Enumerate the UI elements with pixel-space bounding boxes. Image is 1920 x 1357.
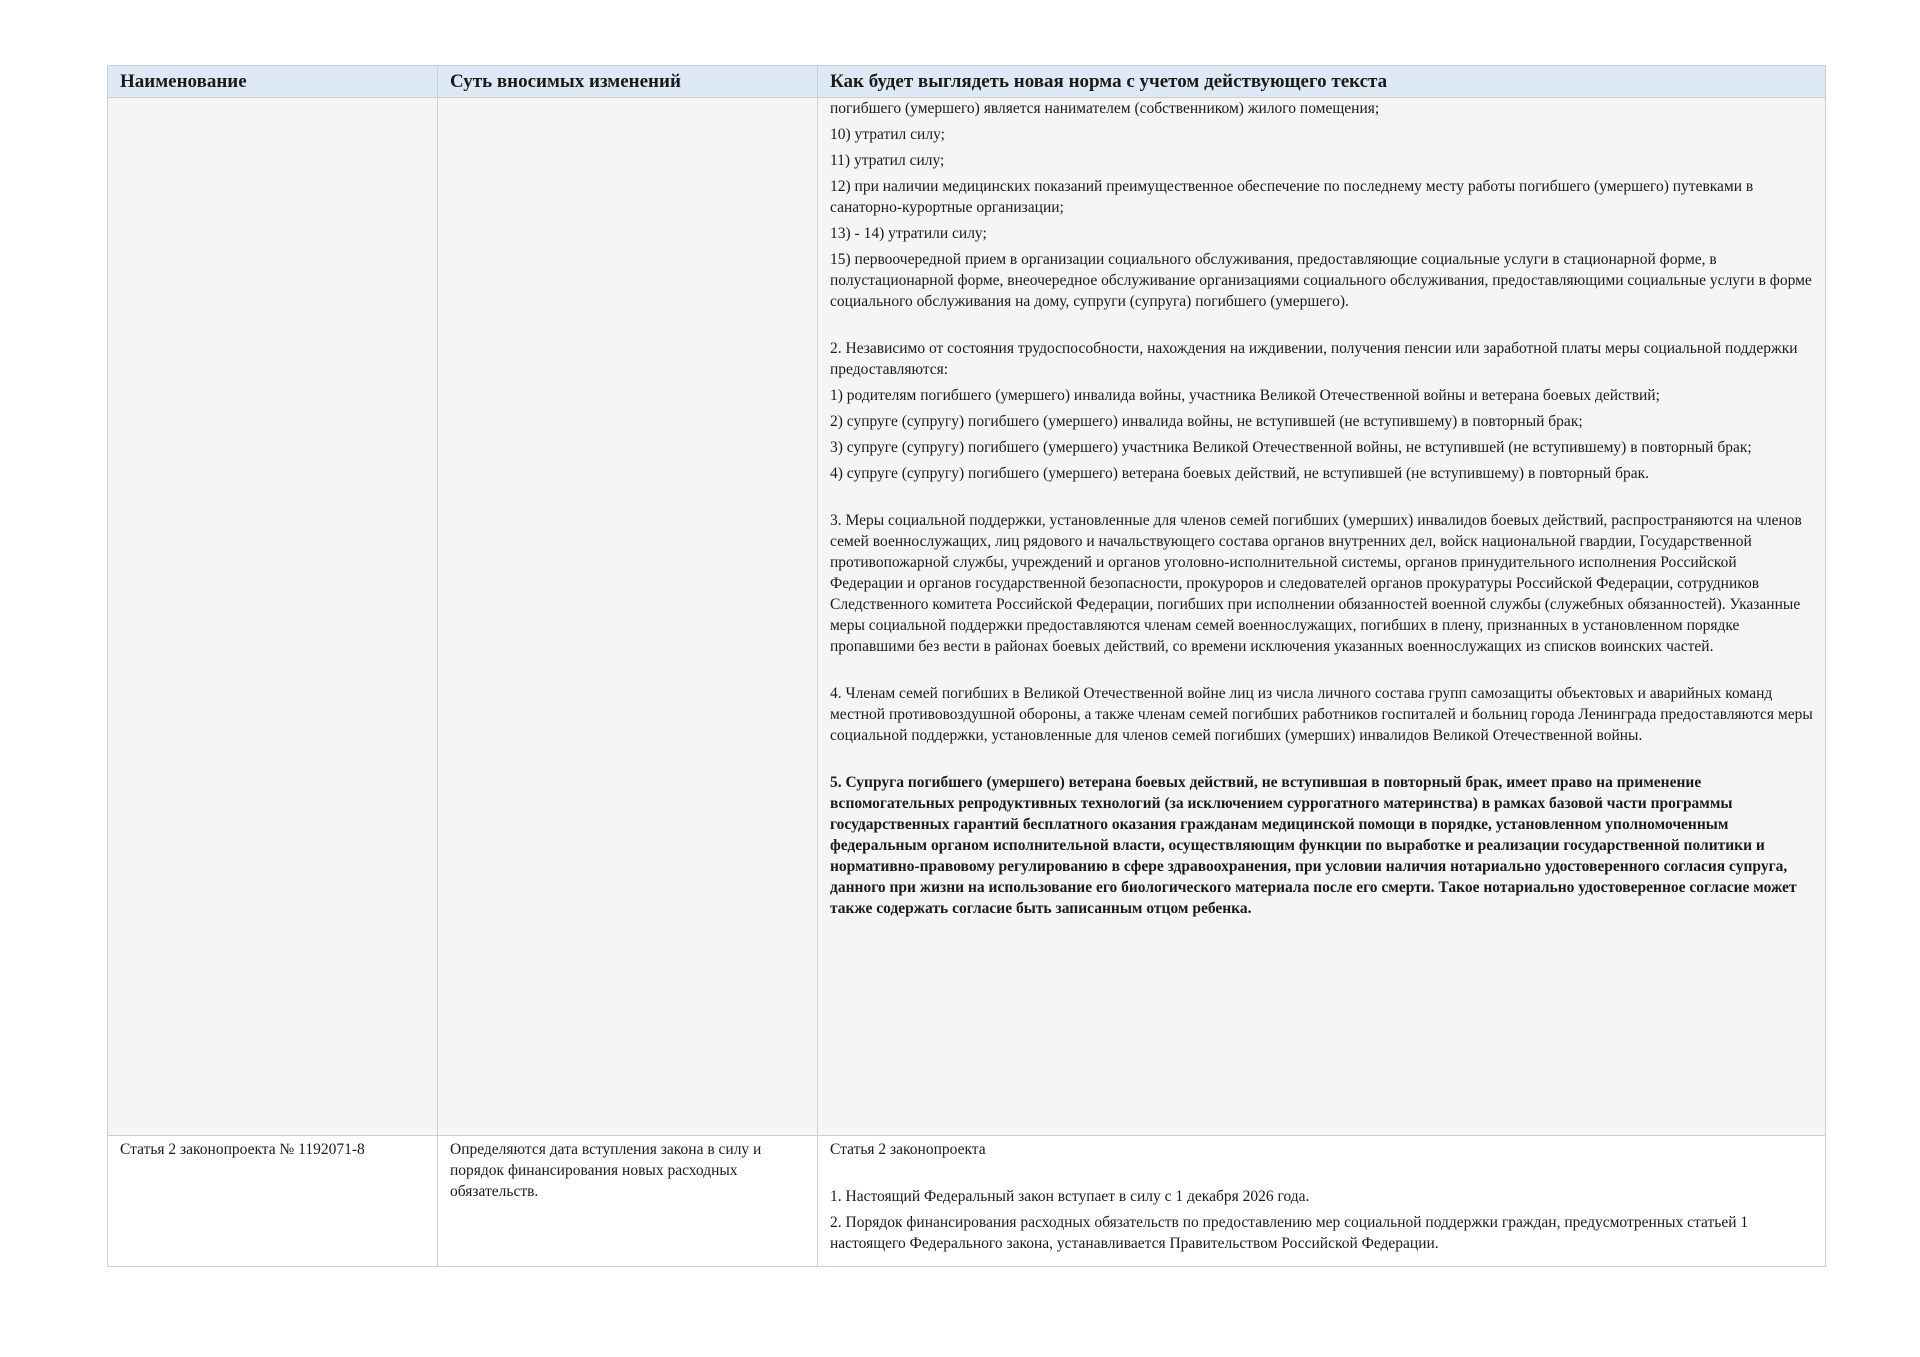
header-name: Наименование xyxy=(108,66,438,98)
paragraph: 12) при наличии медицинских показаний преимущественное обеспечение по последнему месту работы погибшего (умершего) путевками в санаторно-курортные организации; xyxy=(830,178,1754,216)
paragraph: 4. Членам семей погибших в Великой Отечественной войне лиц из числа личного состава групп самозащиты объектовых и аварийных команд местной противовоздушной обороны, а также членам семей погибших работников госпиталей и больниц города Ленинграда предоставляются меры социальной поддержки, установленные для членов семей погибших (умерших) инвалидов Великой Отечественной войны. xyxy=(830,685,1813,744)
paragraph: 1. Настоящий Федеральный закон вступает в силу с 1 декабря 2026 года. xyxy=(830,1188,1310,1205)
table-row xyxy=(108,1136,1826,1267)
header-new-norm: Как будет выглядеть новая норма с учетом действующего текста xyxy=(818,66,1826,98)
row1-changes-cell xyxy=(438,98,818,1136)
comparison-table xyxy=(107,65,1826,1267)
paragraph: 1) родителям погибшего (умершего) инвалида войны, участника Великой Отечественной войны и ветерана боевых действий; xyxy=(830,387,1660,404)
paragraph: 4) супруге (супругу) погибшего (умершего) ветерана боевых действий, не вступившей (не вступившему) в повторный брак. xyxy=(830,465,1649,482)
paragraph: 11) утратил силу; xyxy=(830,152,945,169)
paragraph: 3. Меры социальной поддержки, установленные для членов семей погибших (умерших) инвалидов боевых действий, распространяются на членов семей военнослужащих, лиц рядового и начальствующего состава органов внутренних дел, войск национальной гвардии, Государственной противопожарной службы, учреждений и органов уголовно-исполнительной системы, органов принудительного исполнения Российской Федерации и органов государственной безопасности, прокуроров и следователей органов прокуратуры Российской Федерации, сотрудников Следственного комитета Российской Федерации, погибших при исполнении обязанностей военной службы (служебных обязанностей). Указанные меры социальной поддержки предоставляются членам семей военнослужащих, погибших в плену, признанных в установленном порядке пропавшими без вести в районах боевых действий, со времени исключения указанных военнослужащих из списков воинских частей. xyxy=(830,512,1802,655)
header-changes: Суть вносимых изменений xyxy=(438,66,818,98)
paragraph: 3) супруге (супругу) погибшего (умершего) участника Великой Отечественной войны, не вступившей (не вступившему) в повторный брак; xyxy=(830,439,1752,456)
paragraph: погибшего (умершего) является нанимателем (собственником) жилого помещения; xyxy=(830,100,1380,117)
paragraph: 2) супруге (супругу) погибшего (умершего) инвалида войны, не вступившей (не вступившему) в повторный брак; xyxy=(830,413,1583,430)
paragraph: 2. Порядок финансирования расходных обязательств по предоставлению мер социальной поддержки граждан, предусмотренных статьей 1 настоящего Федерального закона, устанавливается Правительством Российской Федерации. xyxy=(830,1214,1749,1252)
table-header-row xyxy=(108,66,1826,98)
row1-name-cell xyxy=(108,98,438,1136)
table-row xyxy=(108,98,1826,1136)
paragraph: 2. Независимо от состояния трудоспособности, нахождения на иждивении, получения пенсии или заработной платы меры социальной поддержки предоставляются: xyxy=(830,340,1798,378)
row1-new-norm-cell xyxy=(818,98,1826,1136)
paragraph: 13) - 14) утратили силу; xyxy=(830,225,987,242)
row2-new-norm-cell xyxy=(818,1136,1826,1267)
paragraph-bold: 5. Супруга погибшего (умершего) ветерана боевых действий, не вступившая в повторный брак, имеет право на применение вспомогательных репродуктивных технологий (за исключением суррогатного материнства) в рамках базовой части программы государственных гарантий бесплатного оказания гражданам медицинской помощи в порядке, установленном уполномоченным федеральным органом исполнительной власти, осуществляющим функции по выработке и реализации государственной политики и нормативно-правовому регулированию в сфере здравоохранения, при условии наличия нотариально удостоверенного согласия супруга, данного при жизни на использование его биологического материала после его смерти. Такое нотариально удостоверенное согласие может также содержать согласие быть записанным отцом ребенка. xyxy=(830,774,1797,917)
paragraph: 10) утратил силу; xyxy=(830,126,945,143)
paragraph: Статья 2 законопроекта xyxy=(830,1141,986,1158)
row2-changes-cell: Определяются дата вступления закона в силу и порядок финансирования новых расходных обязательств. xyxy=(438,1136,818,1267)
row2-name-cell: Статья 2 законопроекта № 1192071-8 xyxy=(108,1136,438,1267)
paragraph: 15) первоочередной прием в организации социального обслуживания, предоставляющие социальные услуги в стационарной форме, в полустационарной форме, внеочередное обслуживание организациями социального обслуживания, предоставляющими социальные услуги в форме социального обслуживания на дому, супруги (супруга) погибшего (умершего). xyxy=(830,251,1812,310)
